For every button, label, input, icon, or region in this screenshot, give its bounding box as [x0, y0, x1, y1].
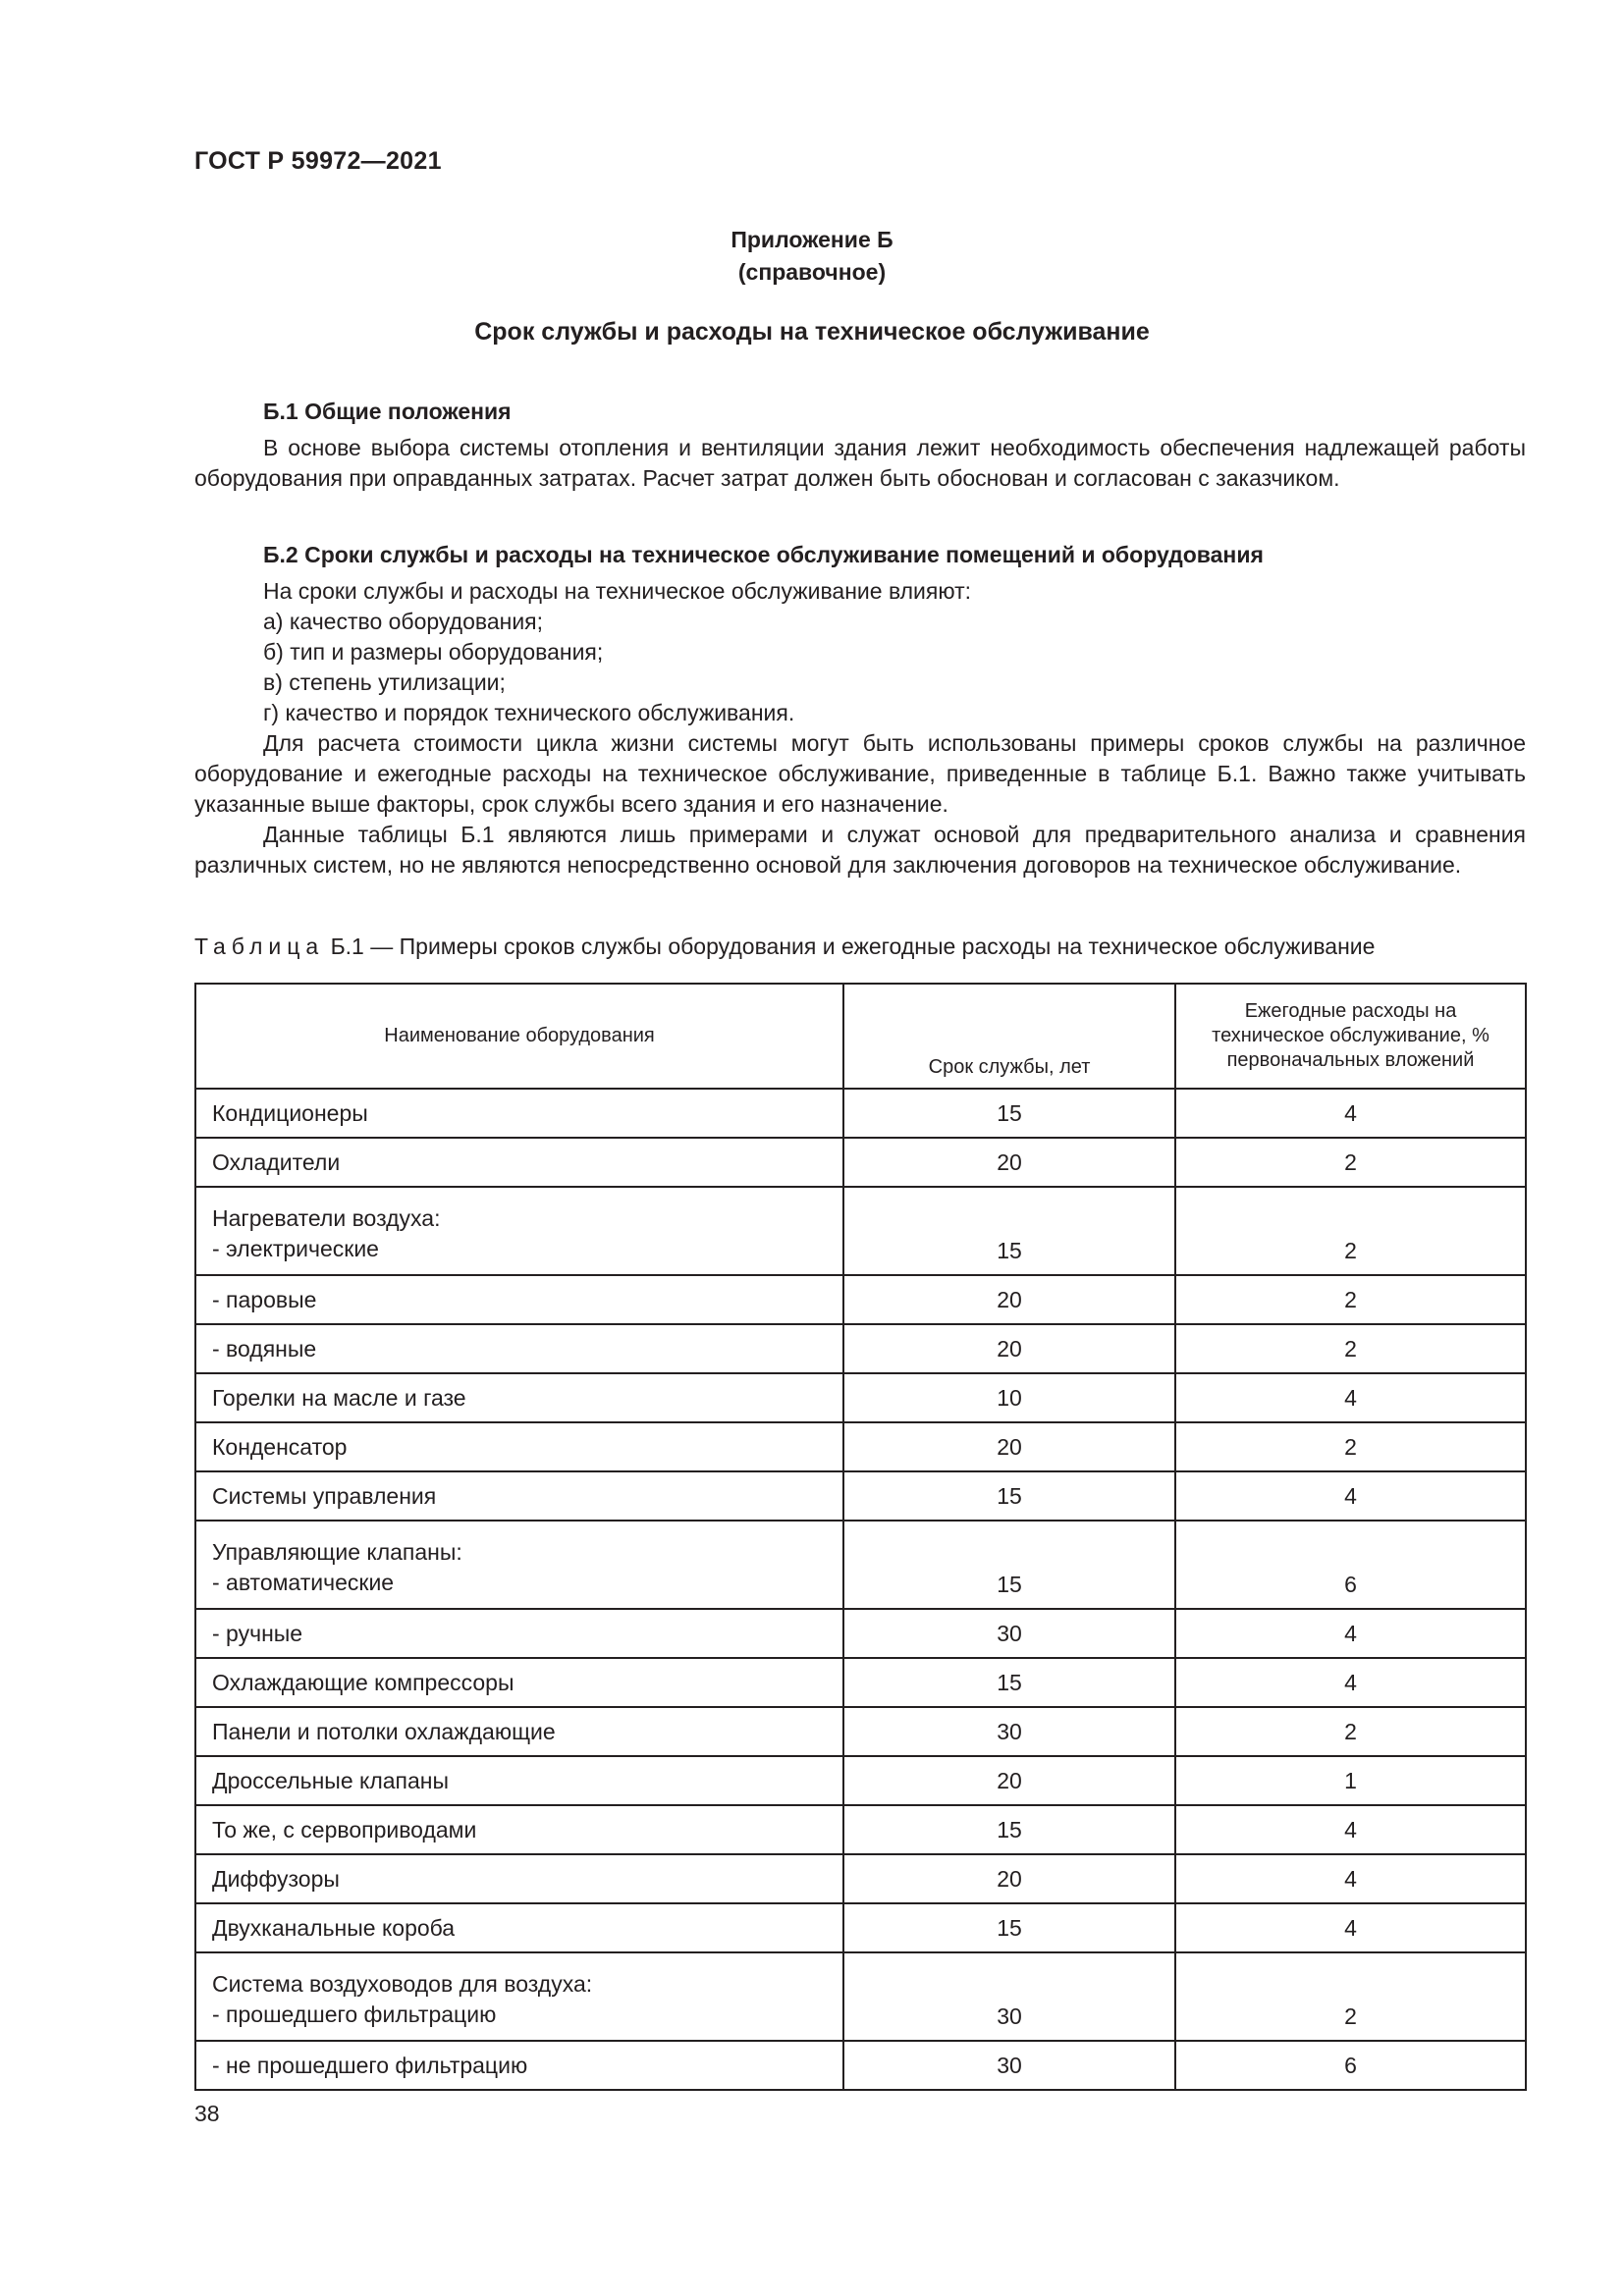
service-life-value: 20: [843, 1756, 1175, 1805]
annex-heading: [0, 224, 1624, 289]
equipment-subtype: - автоматические: [212, 1570, 395, 1595]
annual-cost-value: 2: [1175, 1952, 1526, 2041]
table-row: [195, 1952, 1526, 2041]
annual-cost-value: 2: [1175, 1138, 1526, 1187]
annual-cost-value: 4: [1175, 1805, 1526, 1854]
annual-cost-value: 4: [1175, 1373, 1526, 1422]
service-life-value: 15: [843, 1187, 1175, 1275]
annual-cost-value: 1: [1175, 1756, 1526, 1805]
equipment-group-label: Система воздуховодов для воздуха:: [212, 1971, 593, 1997]
equipment-subtype: - электрические: [212, 1236, 379, 1261]
equipment-group-label: Управляющие клапаны:: [212, 1539, 462, 1565]
annual-cost-value: 2: [1175, 1707, 1526, 1756]
service-life-value: 20: [843, 1138, 1175, 1187]
equipment-name: - водяные: [195, 1324, 843, 1373]
annual-cost-value: 2: [1175, 1324, 1526, 1373]
table-row: [195, 1903, 1526, 1952]
annex-title: Срок службы и расходы на техническое обслуживание: [474, 318, 1150, 346]
annual-cost-value: 4: [1175, 1609, 1526, 1658]
equipment-name: Охлаждающие компрессоры: [195, 1658, 843, 1707]
equipment-name: Конденсатор: [195, 1422, 843, 1471]
annual-cost-value: 6: [1175, 1521, 1526, 1609]
list-item-c: в) степень утилизации;: [263, 669, 506, 695]
equipment-name: [195, 1521, 843, 1609]
service-life-value: 15: [843, 1658, 1175, 1707]
table-row: [195, 1707, 1526, 1756]
table-row: [195, 1324, 1526, 1373]
equipment-group-label: Нагреватели воздуха:: [212, 1205, 441, 1231]
equipment-name: Диффузоры: [195, 1854, 843, 1903]
service-life-value: 30: [843, 1707, 1175, 1756]
service-life-value: 15: [843, 1903, 1175, 1952]
table-row: [195, 1471, 1526, 1521]
equipment-name: Охладители: [195, 1138, 843, 1187]
section-1: [194, 397, 1526, 494]
equipment-name: - паровые: [195, 1275, 843, 1324]
table-header-row: [195, 984, 1526, 1089]
annual-cost-value: 2: [1175, 1187, 1526, 1275]
table-row: [195, 1805, 1526, 1854]
header-annual-costs: [1175, 984, 1526, 1089]
equipment-name: Кондиционеры: [195, 1089, 843, 1138]
section-2-para-2: Данные таблицы Б.1 являются лишь примерами и служат основой для предварительного анализа и сравнения различных систем, но не являются непосредственно основой для заключения договоров на техническое обслуживание.: [194, 822, 1526, 878]
table-row: [195, 1422, 1526, 1471]
annual-cost-value: 2: [1175, 1422, 1526, 1471]
annex-label: Приложение Б: [731, 227, 893, 252]
table-row: [195, 1373, 1526, 1422]
equipment-subtype: - прошедшего фильтрацию: [212, 2002, 497, 2027]
equipment-name: Панели и потолки охлаждающие: [195, 1707, 843, 1756]
equipment-name: Дроссельные клапаны: [195, 1756, 843, 1805]
table-row: [195, 1854, 1526, 1903]
list-item-b: б) тип и размеры оборудования;: [263, 639, 604, 665]
service-life-value: 20: [843, 1422, 1175, 1471]
annual-cost-value: 4: [1175, 1089, 1526, 1138]
service-life-value: 15: [843, 1089, 1175, 1138]
table-caption: [194, 934, 1375, 960]
header-annual-costs-line-2: техническое обслуживание, %: [1212, 1025, 1489, 1046]
service-life-table: [194, 983, 1527, 2091]
table-caption-label: Таблица: [194, 934, 325, 959]
list-item-d: г) качество и порядок технического обслуживания.: [263, 700, 795, 725]
service-life-value: 30: [843, 1609, 1175, 1658]
equipment-name: Системы управления: [195, 1471, 843, 1521]
equipment-name: - ручные: [195, 1609, 843, 1658]
header-service-life: Срок службы, лет: [843, 984, 1175, 1089]
table-row: [195, 2041, 1526, 2090]
table-row: [195, 1756, 1526, 1805]
service-life-value: 15: [843, 1805, 1175, 1854]
annual-cost-value: 4: [1175, 1471, 1526, 1521]
document-header: ГОСТ Р 59972—2021: [194, 147, 442, 175]
section-2-para-1: Для расчета стоимости цикла жизни системы могут быть использованы примеры сроков службы на различное оборудование и ежегодные расходы на техническое обслуживание, приведенные в таблице Б.1. Важно также учитывать указанные выше факторы, срок службы всего здания и его назначение.: [194, 730, 1526, 817]
annual-cost-value: 2: [1175, 1275, 1526, 1324]
equipment-name: - не прошедшего фильтрацию: [195, 2041, 843, 2090]
equipment-name: [195, 1187, 843, 1275]
service-life-value: 15: [843, 1521, 1175, 1609]
service-life-value: 10: [843, 1373, 1175, 1422]
equipment-name: Двухканальные короба: [195, 1903, 843, 1952]
header-annual-costs-line-3: первоначальных вложений: [1226, 1049, 1475, 1071]
service-life-value: 20: [843, 1324, 1175, 1373]
table-row: [195, 1658, 1526, 1707]
table-row: [195, 1187, 1526, 1275]
service-life-value: 20: [843, 1854, 1175, 1903]
section-1-heading: Б.1 Общие положения: [263, 399, 512, 424]
section-2: [194, 540, 1526, 881]
header-equipment-name: Наименование оборудования: [195, 984, 843, 1089]
table-row: [195, 1521, 1526, 1609]
list-item-a: а) качество оборудования;: [263, 609, 544, 634]
annual-cost-value: 4: [1175, 1658, 1526, 1707]
annual-cost-value: 4: [1175, 1854, 1526, 1903]
page-number: 38: [194, 2101, 220, 2126]
service-life-value: 30: [843, 2041, 1175, 2090]
header-annual-costs-line-1: Ежегодные расходы на: [1244, 1000, 1457, 1022]
equipment-name: То же, с сервоприводами: [195, 1805, 843, 1854]
table-row: [195, 1138, 1526, 1187]
annex-type: (справочное): [737, 259, 887, 285]
section-1-text: В основе выбора системы отопления и вентиляции здания лежит необходимость обеспечения надлежащей работы оборудования при оправданных затратах. Расчет затрат должен быть обоснован и согласован с заказчиком.: [194, 435, 1526, 491]
service-life-value: 30: [843, 1952, 1175, 2041]
table-row: [195, 1275, 1526, 1324]
annual-cost-value: 6: [1175, 2041, 1526, 2090]
service-life-value: 15: [843, 1471, 1175, 1521]
equipment-name: [195, 1952, 843, 2041]
table-row: [195, 1609, 1526, 1658]
table-row: [195, 1089, 1526, 1138]
section-2-heading: Б.2 Сроки службы и расходы на техническое обслуживание помещений и оборудования: [263, 542, 1264, 567]
annual-cost-value: 4: [1175, 1903, 1526, 1952]
equipment-name: Горелки на масле и газе: [195, 1373, 843, 1422]
table-caption-text: Б.1 — Примеры сроков службы оборудования и ежегодные расходы на техническое обслуживание: [330, 934, 1376, 959]
service-life-value: 20: [843, 1275, 1175, 1324]
section-2-intro: На сроки службы и расходы на техническое обслуживание влияют:: [263, 578, 972, 604]
